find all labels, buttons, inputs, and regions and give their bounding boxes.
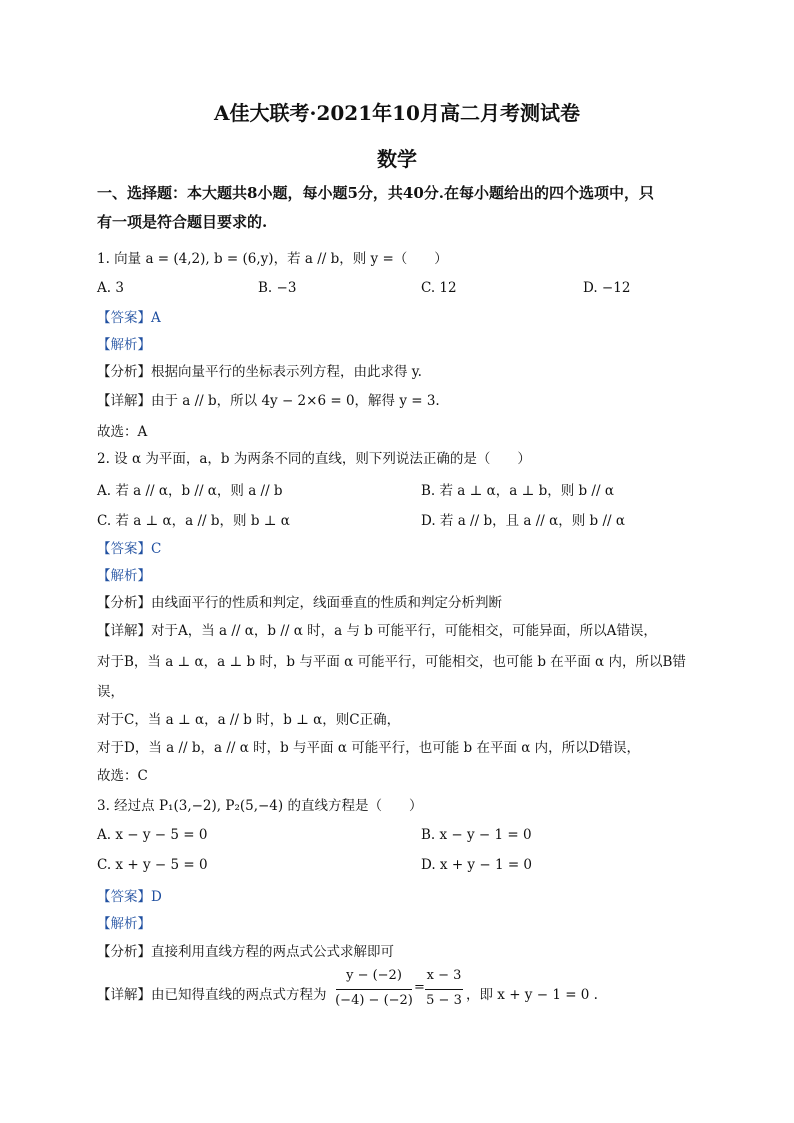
q3-equals: = [414,980,425,995]
q2-detail-line1: 【详解】对于A，当 a // α，b // α 时，a 与 b 可能平行，可能相交，可能异面，所以A错误， [97,623,657,639]
q1-choose: 故选：A [97,424,148,440]
q3-frac2-bar [425,989,463,990]
q3-option-d: D. x + y − 1 = 0 [421,857,533,873]
q1-option-b: B. −3 [258,280,297,296]
q1-analysis-tag: 【解析】 [97,337,151,353]
q2-detail-line3: 误， [97,684,124,700]
q1-answer: 【答案】A [97,310,161,326]
q3-analysis-tag: 【解析】 [97,916,151,932]
q3-detail-suffix: ，即 x + y − 1 = 0 . [466,987,598,1003]
q3-frac1-denominator: (−4) − (−2) [335,993,413,1008]
section-heading-line1: 一、选择题：本大题共8小题，每小题5分，共40分.在每小题给出的四个选项中，只 [97,184,654,202]
q2-stem: 2. 设 α 为平面，a，b 为两条不同的直线，则下列说法正确的是（ ） [97,451,531,467]
q1-detail: 【详解】由于 a // b，所以 4y − 2×6 = 0，解得 y = 3. [97,393,440,409]
q2-option-b: B. 若 a ⊥ α，a ⊥ b，则 b // α [421,483,614,499]
q2-detail-line5: 对于D，当 a // b，a // α 时，b 与平面 α 可能平行，也可能 b 在平面 α 内，所以D错误， [97,740,640,756]
q3-frac2-numerator: x − 3 [426,968,462,983]
q2-fenxi: 【分析】由线面平行的性质和判定，线面垂直的性质和判定分析判断 [97,595,502,611]
q2-answer: 【答案】C [97,541,162,557]
q1-option-a: A. 3 [97,280,124,296]
page-title: A佳大联考·2021年10月高二月考测试卷 [214,101,580,125]
q2-option-a: A. 若 a // α，b // α，则 a // b [97,483,283,499]
q1-option-d: D. −12 [583,280,631,296]
q3-frac1-numerator: y − (−2) [346,968,402,983]
q3-option-c: C. x + y − 5 = 0 [97,857,208,873]
q2-choose: 故选：C [97,768,148,784]
q3-fenxi: 【分析】直接利用直线方程的两点式公式求解即可 [97,944,394,960]
q2-option-d: D. 若 a // b，且 a // α，则 b // α [421,513,625,529]
q3-answer: 【答案】D [97,889,162,905]
q2-option-c: C. 若 a ⊥ α，a // b，则 b ⊥ α [97,513,290,529]
q3-option-b: B. x − y − 1 = 0 [421,827,532,843]
q2-detail-line2: 对于B，当 a ⊥ α，a ⊥ b 时，b 与平面 α 可能平行，可能相交，也可能 b 在平面 α 内，所以B错 [97,654,686,670]
q1-option-c: C. 12 [421,280,457,296]
q1-fenxi: 【分析】根据向量平行的坐标表示列方程，由此求得 y. [97,364,422,380]
q3-stem: 3. 经过点 P₁(3,−2), P₂(5,−4) 的直线方程是（ ） [97,798,423,814]
q3-detail-prefix: 【详解】由已知得直线的两点式方程为 [97,987,327,1003]
q2-analysis-tag: 【解析】 [97,568,151,584]
q3-option-a: A. x − y − 5 = 0 [97,827,208,843]
q1-stem: 1. 向量 a = (4,2), b = (6,y)，若 a // b，则 y =（ ） [97,251,448,267]
q3-frac2-denominator: 5 − 3 [426,993,462,1008]
q3-frac1-bar [336,989,412,990]
subject-title: 数学 [377,147,417,171]
section-heading-line2: 有一项是符合题目要求的. [97,213,268,231]
q2-detail-line4: 对于C，当 a ⊥ α，a // b 时，b ⊥ α，则C正确， [97,712,401,728]
